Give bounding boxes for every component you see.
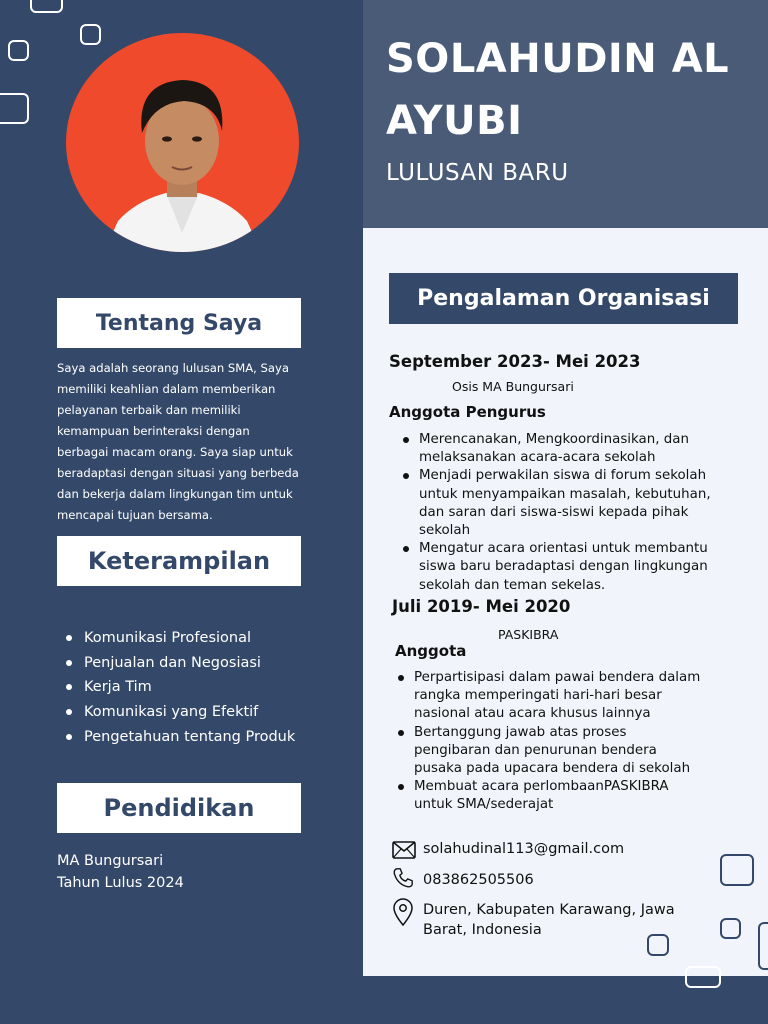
bullet-line: pengibaran dan penurunan bendera	[414, 742, 657, 758]
address-line: Duren, Kabupaten Karawang, Jawa	[423, 902, 675, 918]
bullet-line: Membuat acara perlombaanPASKIBRA	[414, 779, 669, 795]
name-line-1: SOLAHUDIN AL	[386, 36, 730, 82]
section-title-experience	[389, 273, 738, 324]
contact-phone: 083862505506	[423, 872, 534, 888]
job-title: LULUSAN BARU	[386, 160, 569, 186]
bullet-item	[401, 431, 711, 467]
about-title-text: Tentang Saya	[95, 310, 263, 336]
skills-title-text: Keterampilan	[87, 547, 271, 575]
skill-item: Komunikasi Profesional	[66, 626, 295, 651]
bullet-line: pusaka pada upacara bendera di sekolah	[414, 761, 691, 777]
section-title-skills	[57, 536, 301, 586]
skill-item: Penjualan dan Negosiasi	[66, 651, 295, 676]
about-line: berbagai macam orang. Saya siap untuk	[57, 445, 293, 459]
decor-square	[30, 0, 63, 13]
contact-address	[423, 900, 675, 940]
bullet-line: rangka memperingati hari-hari besar	[414, 688, 662, 704]
bullet-line: Perpartisipasi dalam pawai bendera dalam	[414, 670, 701, 685]
about-text	[57, 358, 342, 526]
experience-role: Anggota	[395, 642, 467, 660]
decor-square	[0, 93, 29, 124]
bullet-item	[396, 724, 700, 779]
bullet-item	[396, 778, 700, 814]
address-line: Barat, Indonesia	[423, 922, 542, 938]
bullet-line: untuk SMA/sederajat	[414, 797, 554, 813]
experience-bullets	[401, 431, 711, 595]
bullet-line: untuk menyampaikan masalah, kebutuhan,	[419, 486, 711, 502]
about-line: beradaptasi dengan situasi yang berbeda	[57, 466, 299, 480]
contact-email: solahudinal113@gmail.com	[423, 841, 625, 857]
bullet-line: Mengatur acara orientasi untuk membantu	[419, 541, 708, 557]
phone-icon	[392, 867, 414, 893]
skills-list	[66, 626, 295, 749]
profile-photo	[66, 33, 299, 252]
bullet-line: sekolah	[419, 523, 471, 539]
about-line: mencapai tujuan bersama.	[57, 508, 213, 522]
experience-title-text: Pengalaman Organisasi	[417, 286, 710, 311]
bullet-line: dan saran dari siswa-siswi kepada pihak	[419, 504, 689, 520]
education-title-text: Pendidikan	[103, 794, 255, 822]
experience-bullets	[396, 669, 700, 815]
experience-period: Juli 2019- Mei 2020	[392, 597, 571, 616]
bullet-line: siswa baru beradaptasi dengan lingkungan	[419, 559, 708, 575]
experience-role: Anggota Pengurus	[389, 403, 546, 421]
bullet-item	[401, 540, 711, 595]
experience-period: September 2023- Mei 2023	[389, 352, 641, 371]
decor-square	[647, 934, 669, 956]
about-line: dan bekerja dalam lingkungan tim untuk	[57, 487, 293, 501]
location-pin-icon	[392, 898, 414, 930]
experience-organization: Osis MA Bungursari	[452, 379, 574, 394]
skill-item: Komunikasi yang Efektif	[66, 700, 295, 725]
bullet-line: Merencanakan, Mengkoordinasikan, dan	[419, 432, 689, 447]
decor-square	[758, 922, 768, 970]
bullet-line: melaksanakan acara-acara sekolah	[419, 450, 656, 466]
experience-organization: PASKIBRA	[498, 627, 559, 642]
decor-square	[720, 918, 741, 939]
about-line: memiliki keahlian dalam memberikan	[57, 382, 276, 396]
about-line: Saya adalah seorang lulusan SMA, Saya	[57, 361, 289, 375]
decor-square	[8, 40, 29, 61]
name-line-2: AYUBI	[386, 98, 523, 144]
decor-square	[720, 854, 754, 886]
about-line: kemampuan berinteraksi dengan	[57, 424, 250, 438]
bullet-line: Menjadi perwakilan siswa di forum sekolah	[419, 468, 707, 484]
bullet-item	[401, 467, 711, 540]
skill-item: Kerja Tim	[66, 675, 295, 700]
bullet-line: sekolah dan teman sekelas.	[419, 577, 606, 593]
bullet-line: nasional atau acara khusus lainnya	[414, 706, 651, 722]
education-year: Tahun Lulus 2024	[57, 875, 184, 891]
bullet-item	[396, 669, 700, 724]
about-line: pelayanan terbaik dan memiliki	[57, 403, 241, 417]
decor-square	[685, 966, 721, 988]
bullet-line: Bertanggung jawab atas proses	[414, 724, 627, 740]
section-title-about	[57, 298, 301, 348]
section-title-education	[57, 783, 301, 833]
envelope-icon	[392, 841, 416, 863]
decor-square	[80, 24, 101, 45]
skill-item: Pengetahuan tentang Produk	[66, 725, 295, 750]
education-school: MA Bungursari	[57, 853, 164, 869]
